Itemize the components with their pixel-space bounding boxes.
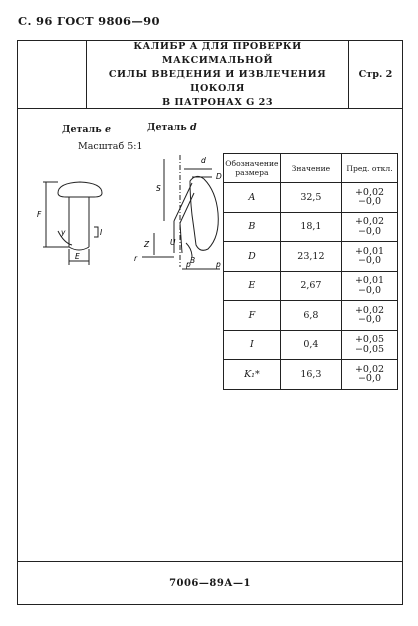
label-y: y — [61, 228, 66, 237]
title-line-1: КАЛИБР А ДЛЯ ПРОВЕРКИ МАКСИМАЛЬНОЙ — [133, 40, 302, 66]
page-header: С. 96 ГОСТ 9806—90 — [18, 14, 160, 28]
header-value: Значение — [280, 154, 341, 183]
row-tolerance — [342, 301, 398, 331]
scale-label: Масштаб 5:1 — [78, 141, 143, 152]
tol-upper: +0,02 — [354, 186, 385, 198]
footer-code: 7006—89А—1 — [18, 561, 402, 604]
row-tolerance — [342, 183, 398, 213]
detail-e-prefix: Деталь — [62, 124, 102, 135]
tol-lower: −0,0 — [357, 255, 382, 267]
tol-upper: +0,01 — [354, 275, 385, 287]
table-row — [224, 330, 398, 360]
tol-lower: −0,0 — [357, 196, 382, 208]
detail-d-letter: d — [190, 122, 197, 133]
dim-b-arc — [186, 243, 192, 257]
header-tolerance: Пред. откл. — [342, 154, 398, 183]
label-S: S — [156, 184, 161, 193]
dim-i-bracket — [94, 227, 98, 237]
title-line-3: В ПАТРОНАХ G 23 — [161, 96, 274, 108]
label-U: U — [170, 238, 176, 247]
table-row — [224, 183, 398, 213]
row-tolerance — [342, 360, 398, 390]
row-symbol: E — [224, 271, 281, 301]
detail-e-drawing — [32, 161, 122, 271]
row-symbol: A — [224, 183, 281, 213]
tol-lower: −0,0 — [357, 284, 382, 296]
row-value: 18,1 — [280, 212, 341, 242]
row-tolerance — [342, 242, 398, 272]
tol-upper: +0,02 — [354, 363, 385, 375]
table-row — [224, 242, 398, 272]
row-tolerance — [342, 212, 398, 242]
label-p-right: p — [216, 260, 221, 269]
dimensions-table — [223, 153, 398, 390]
detail-d-prefix: Деталь — [147, 122, 187, 133]
document-frame — [17, 40, 403, 605]
tol-upper: +0,01 — [354, 245, 385, 257]
detail-d-drawing — [130, 149, 226, 274]
pin-tip — [69, 247, 89, 250]
tol-upper: +0,02 — [354, 304, 385, 316]
tol-lower: −0,0 — [357, 225, 382, 237]
label-I: I — [100, 228, 103, 237]
row-value: 23,12 — [280, 242, 341, 272]
row-value: 16,3 — [280, 360, 341, 390]
row-value: 2,67 — [280, 271, 341, 301]
tol-upper: +0,05 — [354, 334, 385, 346]
row-symbol: F — [224, 301, 281, 331]
tol-lower: −0,0 — [357, 373, 382, 385]
row-value: 32,5 — [280, 183, 341, 213]
tol-upper: +0,02 — [354, 216, 385, 228]
tol-lower: −0,05 — [354, 343, 385, 355]
row-value: 0,4 — [280, 330, 341, 360]
title-line-2: СИЛЫ ВВЕДЕНИЯ И ИЗВЛЕЧЕНИЯ ЦОКОЛЯ — [108, 68, 327, 94]
row-symbol: D — [224, 242, 281, 272]
title-row — [18, 41, 402, 109]
label-d: d — [201, 156, 206, 165]
contact-profile-shape — [190, 176, 218, 250]
row-symbol: I — [224, 330, 281, 360]
label-F: F — [37, 210, 42, 219]
table-row — [224, 271, 398, 301]
label-p-left: p — [186, 260, 191, 269]
row-value: 6,8 — [280, 301, 341, 331]
taper-line-2 — [180, 193, 194, 223]
detail-e-letter: е — [105, 124, 112, 135]
row-tolerance — [342, 330, 398, 360]
detail-d-label — [147, 122, 197, 133]
title-left-cell — [18, 41, 87, 108]
table-row — [224, 360, 398, 390]
detail-e-label — [62, 124, 111, 135]
row-symbol: B — [224, 212, 281, 242]
label-r: r — [134, 254, 138, 263]
table-row — [224, 212, 398, 242]
row-symbol: K₁* — [224, 360, 281, 390]
pin-head-shape — [58, 182, 102, 197]
table-header-row — [224, 154, 398, 183]
header-symbol: Обозначение размера — [224, 154, 281, 183]
label-E: E — [75, 252, 80, 261]
label-B: B — [190, 256, 196, 265]
label-D: D — [216, 172, 222, 181]
row-tolerance — [342, 271, 398, 301]
tol-lower: −0,0 — [357, 314, 382, 326]
page-label: Стр. 2 — [348, 41, 402, 108]
document-title — [87, 41, 348, 108]
table-row — [224, 301, 398, 331]
label-Z: Z — [144, 240, 150, 249]
